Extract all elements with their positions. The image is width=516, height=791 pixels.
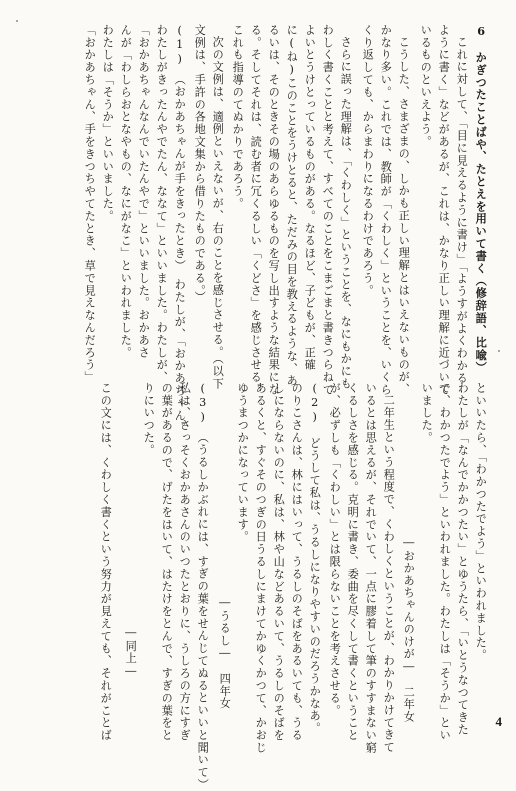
text-column: で、わかつたでよう」といわれました。わたしは「そうか」とい xyxy=(438,382,452,742)
attribution: ―同上― xyxy=(124,626,138,679)
text-column: (1) （おかあちゃんが手をきったとき） わたしが、「おかあちゃん。 xyxy=(173,24,187,435)
page-number: 4 xyxy=(495,714,502,729)
text-column: これに対して、「目に見えるように書け」「ようすがよくわかる xyxy=(455,36,469,385)
text-column: ように書く」などがあるが、これは、かなり正しい理解に近づいて xyxy=(437,24,451,396)
text-column: 文例は、手許の各地文集から借りたものである。） xyxy=(193,24,207,304)
text-column: 「おかあちゃんなんでいたんやで」といいました。おかあさ xyxy=(137,24,151,359)
text-column: よいとうけとっているものがある。なるほど、子どもが、正確 xyxy=(303,24,317,372)
text-column: の葉があるので、げたをはいて、はたけをとんで、すぎの葉をと xyxy=(160,382,174,742)
text-column: るいは、そのときその場のあらゆるものを写し出すような結果にな xyxy=(267,24,281,396)
text-column: わしく書くことと考えて、すべてのことをこまごまと書きつらねて xyxy=(321,24,335,396)
text-column: わたしがきったんやでたん、ななて」といいました。わたしが、 xyxy=(155,24,169,384)
scan-speck xyxy=(498,350,500,352)
text-column: に(ね)このことをうけとると、ただみの目を教えるような、あ xyxy=(285,24,299,388)
text-column: 「おかあちゃん、手をきつちやてたとき、草で見えなんだろう」 xyxy=(83,24,97,384)
text-column: (2) どうして私は、うるしになりやすいのだろうかなあ。 xyxy=(308,382,322,735)
text-column: る。そしてそれは、読む者に冗くるしい「くどさ」を感じさせる。 xyxy=(249,24,263,396)
attribution: ―うるし― 四年女 xyxy=(218,596,232,710)
text-column: さらに誤った理解は、「くわしく」ということを、なにもかにも xyxy=(339,36,353,390)
text-column: 6 かぎつたことばや、たとえを用いて書く（修辞語、比喩） xyxy=(474,24,489,374)
text-column: といいたら、「わかつたでよう」といわれました。 xyxy=(474,382,488,662)
text-column: んが「わしらおとなやもの、なにがなこ」といわれました。 xyxy=(119,24,133,359)
text-column: こうした、さまざまの、しかも正しい理解とはいえないものが、 xyxy=(397,36,411,396)
text-column: これも指導のてぬかりであろう。 xyxy=(231,24,245,210)
text-column: くり返しても、からまわりになるわけであろう。 xyxy=(361,24,375,297)
text-column: かなり多い。これでは、教師が「くわしく」ということを、いくら xyxy=(379,24,393,396)
scan-speck xyxy=(16,20,18,22)
text-column: (3) （うるしかぶれには、すぎの葉をせんじてぬるといいと聞いて） xyxy=(196,382,210,791)
text-column: いました。 xyxy=(420,382,434,444)
text-column: くるしさを感じる。克明に書き、委曲を尽くして書くということ xyxy=(346,382,360,742)
text-column: あるくと、すぐそのつぎの日うるしにまけてかゆくかつて、かおじ xyxy=(254,382,268,754)
text-column: ゆうまつかになっています。 xyxy=(236,382,250,544)
text-column: わたしが「なんでかかつたい」とゆうたら、「いとうなつてきた xyxy=(456,382,470,736)
text-column: りにいつた。 xyxy=(142,382,156,457)
text-column: いるとは思えるが、それでいて、一点に膠着して筆のすすまない窮 xyxy=(364,382,378,754)
text-column: わたしは「そうか」といいました。 xyxy=(101,24,115,223)
text-column: のりこさんは、林にはいって、うるしのそばをあるいても、うる xyxy=(290,382,304,742)
text-column: いるものといえよう。 xyxy=(419,24,433,148)
text-column: この文には、くわしく書くという努力が見えても、それがことば xyxy=(99,382,113,742)
text-column: 私は、さっそくおかあさんのいつたとおりに、うしろの方にすぎ xyxy=(178,382,192,742)
text-column: が、必ずしも「くわしい」とは限らないことを考えさせる。 xyxy=(328,382,342,717)
attribution: ―おかあちゃんのけが― 二年女 xyxy=(402,536,416,723)
text-column: しにならないのに、私は、林や山などあるいて、うるしのそばを xyxy=(272,382,286,742)
text-column: 二年生という程度で、くわしくということが、わかりかけてきて xyxy=(382,394,396,754)
text-column: 次の文例は、適例といえないが、右のことを感じさせる。（以下 xyxy=(211,36,225,390)
